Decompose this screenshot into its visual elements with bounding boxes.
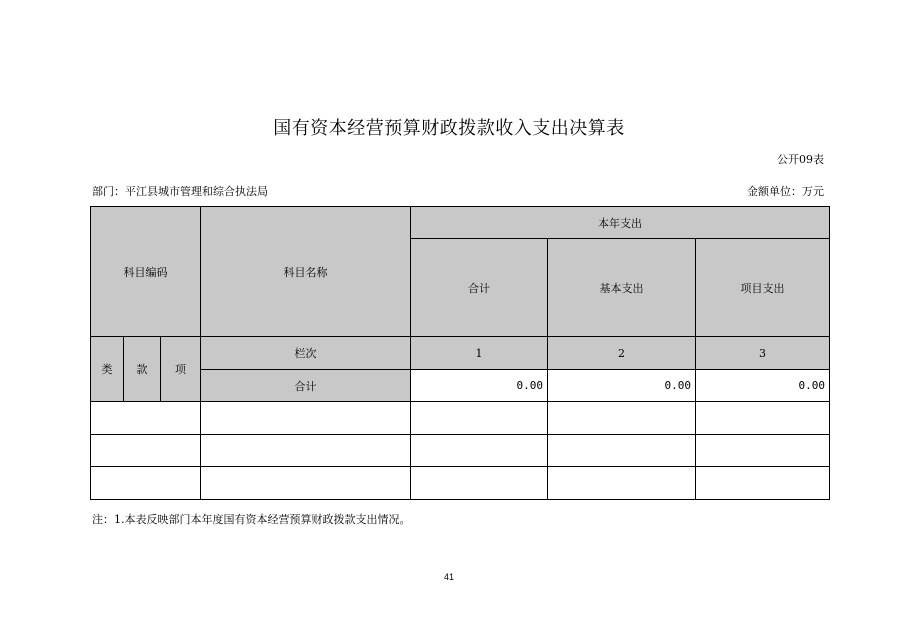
total-row-basic: 0.00 bbox=[548, 370, 696, 402]
total-row-label: 合计 bbox=[201, 370, 411, 402]
header-total: 合计 bbox=[411, 239, 548, 337]
header-subject-name: 科目名称 bbox=[201, 207, 411, 337]
header-section: 款 bbox=[124, 337, 161, 402]
header-category: 类 bbox=[91, 337, 124, 402]
budget-table bbox=[90, 206, 830, 500]
page-number: 41 bbox=[443, 572, 454, 582]
header-current-year-expense: 本年支出 bbox=[411, 207, 830, 239]
header-col-1: 1 bbox=[411, 337, 548, 370]
table-cell bbox=[548, 402, 696, 435]
table-cell bbox=[201, 435, 411, 467]
header-basic-expense: 基本支出 bbox=[548, 239, 696, 337]
page-title: 国有资本经营预算财政拨款收入支出决算表 bbox=[273, 118, 625, 139]
table-cell bbox=[91, 435, 201, 467]
table-row bbox=[91, 467, 830, 500]
total-row-total: 0.00 bbox=[411, 370, 548, 402]
header-subject-code: 科目编码 bbox=[91, 207, 201, 337]
table-row bbox=[91, 402, 830, 435]
table-cell bbox=[411, 402, 548, 435]
table-cell bbox=[201, 402, 411, 435]
header-item: 项 bbox=[161, 337, 201, 402]
header-column-label: 栏次 bbox=[201, 337, 411, 370]
total-row-project: 0.00 bbox=[696, 370, 830, 402]
table-cell bbox=[91, 467, 201, 500]
header-project-expense: 项目支出 bbox=[696, 239, 830, 337]
table-cell bbox=[411, 467, 548, 500]
unit-label: 金额单位：万元 bbox=[747, 185, 824, 198]
footnote: 注：1.本表反映部门本年度国有资本经营预算财政拨款支出情况。 bbox=[92, 513, 411, 526]
table-row bbox=[91, 435, 830, 467]
table-cell bbox=[411, 435, 548, 467]
form-code: 公开09表 bbox=[777, 153, 824, 166]
table-cell bbox=[696, 467, 830, 500]
table-cell bbox=[548, 467, 696, 500]
department-label: 部门：平江县城市管理和综合执法局 bbox=[92, 185, 268, 198]
header-col-2: 2 bbox=[548, 337, 696, 370]
header-col-3: 3 bbox=[696, 337, 830, 370]
table-cell bbox=[201, 467, 411, 500]
table-cell bbox=[696, 435, 830, 467]
table-cell bbox=[548, 435, 696, 467]
table-cell bbox=[91, 402, 201, 435]
table-cell bbox=[696, 402, 830, 435]
